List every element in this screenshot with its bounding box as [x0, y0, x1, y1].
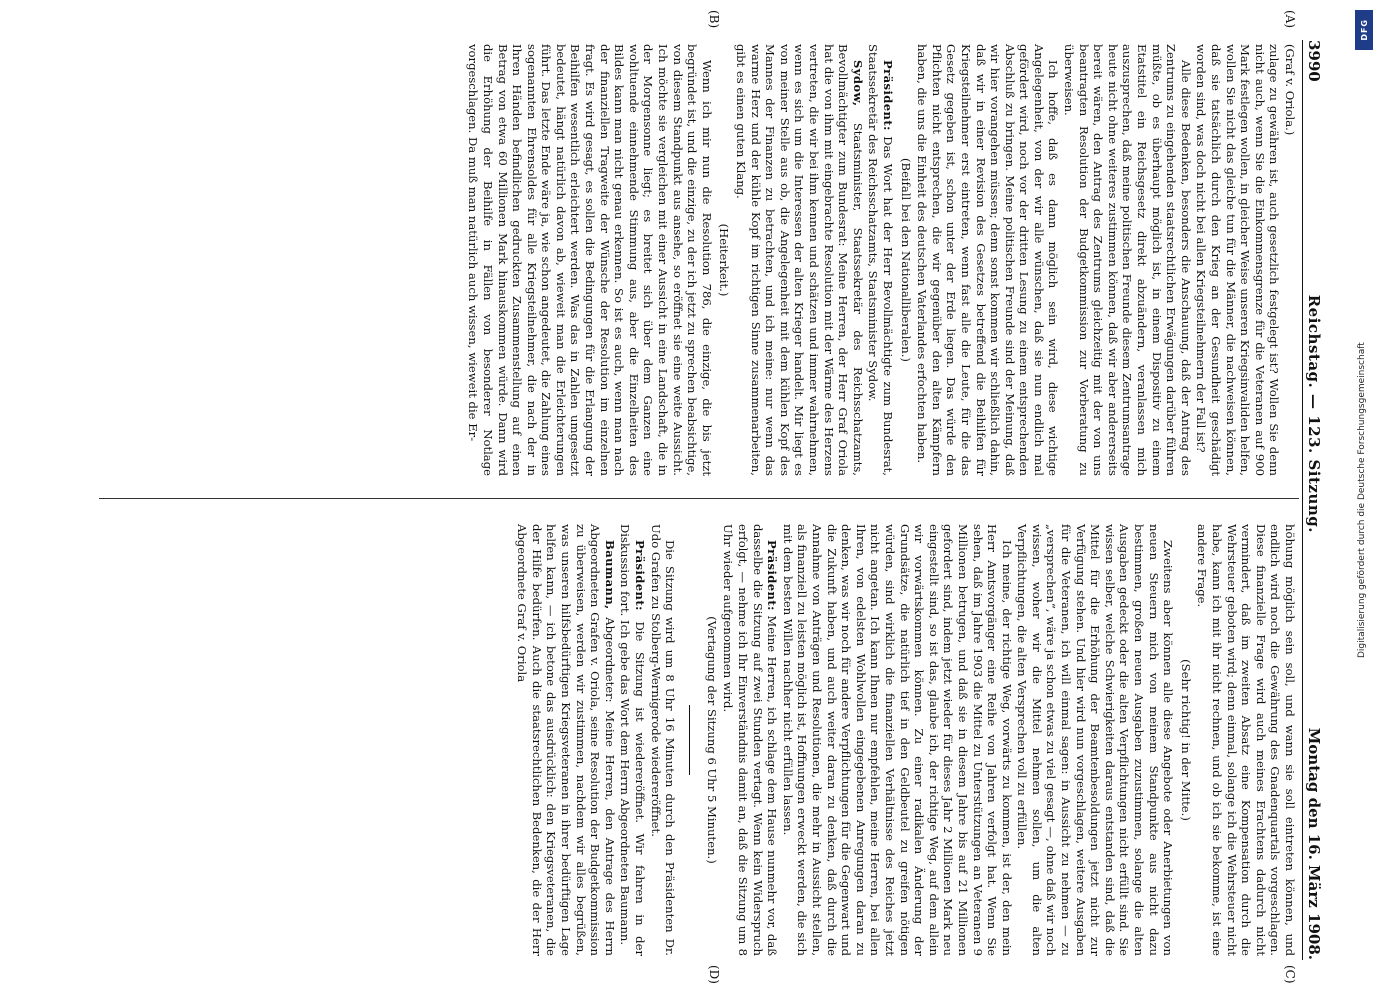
- stage-direction: (Beifall bei den Nationalliberalen.): [898, 158, 913, 362]
- speaker-name: Präsident:: [633, 540, 648, 611]
- header-rule: [1302, 40, 1303, 960]
- stage-direction: (Vertagung der Sitzung 6 Uhr 5 Minuten.): [704, 616, 719, 864]
- margin-marker-b: (B): [707, 10, 721, 29]
- paragraph: höhung möglich sein soll, und wann sie soll eintreten können, und endlich wird noch die Gewährung des Gnadenquartals vorgeschlagen. Diese finanzielle Frage wird auch meines Erachtens dadurch nicht vermindert, daß im zweiten Absatz eine Kompensation durch die Wehrsteuer geboten wird; denn einmal, solange ich die Wehrsteuer nicht habe, kann ich mit ihr nicht rechnen, und ob ich sie bekomme, ist eine andere Frage.: [1195, 524, 1297, 956]
- stage-direction: (Sehr richtig! in der Mitte.): [1178, 659, 1193, 821]
- rotated-page: [83, 0, 1383, 1000]
- stage-direction: (Heiterkeit.): [717, 223, 732, 297]
- president-paragraph: [866, 44, 895, 476]
- speaker-name: Präsident:: [880, 60, 895, 131]
- speech-text: Staatsminister, Staatssekretär des Reichsschatzamts, Bevollmächtigter zum Bundesrat: Meine Herren, der Herr Graf Oriola hat die von ihm mit eingebrachte Resolution mit der Wärme des Herzens vertreten, die wir bei ihm kennen und schätzen und immer wahrnehmen, wenn es sich um die Interessen der alten Krieger handelt. Mir liegt es von meiner Stelle aus ob, die Angelegenheit mit dem kühlen Kopf des Mannes der Finanzen zu betrachten, und ich meine: nur wenn das warme Herz und der kühle Kopf im richtigen Sinne zusammenarbeiten, gibt es einen guten Klang.: [734, 44, 865, 476]
- left-column: [465, 44, 1297, 476]
- margin-marker-d: (D): [707, 965, 721, 984]
- baumann-paragraph: [515, 524, 617, 956]
- sydow-paragraph: [733, 44, 864, 476]
- paragraph: Ich hoffe, daß es dann möglich sein wird, diese wichtige Angelegenheit, von der wir alle wünschen, daß sie nun endlich mal gefördert wird, noch vor der dritten Lesung zu einem entsprechenden Abschluß zu bringen. Meine politischen Freunde sind der Meinung, daß wir hier vorangehen müssen; denn sonst kommen wir schließlich dahin, daß wir in einer Revision des Gesetzes betreffend die Beihilfen für Kriegsteilnehmer erst eintreten, wenn fast alle die Leute, für die das Gesetz gegeben ist, schon unter der Erde liegen. Das würde den Pflichten nicht entsprechen, die wir gegenüber den alten Kämpfern haben, die uns die Einheit des deutschen Vaterlandes erfochten haben.: [915, 44, 1061, 476]
- paragraph: zulage zu gewähren ist, auch gesetzlich festgelegt ist? Wollen Sie denn nicht auch, wenn Sie die Einkommensgrenze für die Veteranen auf 900 Mark festlegen wollen, in gleicher Weise unseren Kriegsinvaliden helfen, wollen Sie nicht das gleiche tun für die Männer, die nachweisen können, daß sie tatsächlich durch den Krieg an der Gesundheit geschädigt worden sind, was doch nicht bei allen Kriegsteilnehmern der Fall ist?: [1194, 44, 1282, 476]
- section-separator: [689, 705, 690, 775]
- speaker-name: Präsident:: [765, 540, 780, 611]
- right-column: [514, 524, 1297, 956]
- session-title: Reichstag. — 123. Sitzung.: [1305, 294, 1323, 533]
- margin-marker-c: (C): [1283, 965, 1297, 984]
- paragraph: Ich meine, der richtige Weg, vorwärts zu kommen, ist der, den mein Herr Amtsvorgänger eine Reihe von Jahren verfolgt hat. Wenn Sie sehen, daß im Jahre 1903 die Mittel zu Unterstützungen an Veteranen 9 Millionen betrugen, und daß sie in diesem Jahre bis auf 21 Millionen gefordert sind, indem jetzt wieder für dieses Jahr 2 Millionen Mark neu eingestellt sind, so ist das, glaube ich, der richtige Weg, auf dem allein wir vorwärtskommen können. Zu einer radikalen Änderung der Grundsätze, die natürlich tief in den Geldbeutel zu greifen nötigen würden, sind wirklich die finanziellen Verhältnisse des Reiches jetzt nicht angetan. Ich kann Ihnen nur empfehlen, meine Herren, bei allen Ihren, von edelsten Wohlwollen eingegebenen Anregungen daran zu denken, was wir noch für andere Verpflichtungen für die Gegenwart und die Zukunft haben, und auch weiter daran zu denken, daß durch die Annahme von Anträgen und Resolutionen, die mehr in Aussicht stellen, als finanziell zu leisten möglich ist, Hoffnungen erweckt werden, die sich mit dem besten Willen nachher nicht erfüllen lassen.: [780, 524, 1014, 956]
- paragraph: Die Sitzung wird um 8 Uhr 16 Minuten durch den Präsidenten Dr. Udo Grafen zu Stolberg-Wernigerode wiedereröffnet.: [648, 524, 678, 956]
- column-rule: [99, 498, 1299, 499]
- president-paragraph: [618, 524, 647, 956]
- paragraph: Zweitens aber können alle diese Angebote oder Anerbietungen von neuen Steuern mich von meinem Standpunkte aus nicht dazu bestimmen, großen neuen Ausgaben zuzustimmen, solange die alten Ausgaben gedeckt oder die alten Verpflichtungen nicht erfüllt sind. Sie wissen selber, welche Schwierigkeiten daraus entstanden sind, daß die Mittel für die Erhöhung der Beamtenbesoldungen jetzt nicht zur Verfügung stehen. Und hier wird nun vorgeschlagen, weitere Ausgaben für die Veteranen, ich will einmal sagen: in Aussicht zu nehmen — zu „versprechen“, wäre ja schon etwas zu viel gesagt —, ohne daß wir noch wissen, woher wir die Mittel nehmen sollen, um die alten Verpflichtungen, die alten Versprechen voll zu erfüllen.: [1015, 524, 1176, 956]
- page-number: 3990: [1305, 40, 1323, 82]
- dfg-logo: [1355, 10, 1373, 50]
- digitization-note: Digitalisierung gefördert durch die Deutsche Forschungsgemeinschaft: [1357, 342, 1367, 658]
- paragraph: Alle diese Bedenken, besonders die Anschauung, daß der Antrag des Zentrums zu eingehenden staatsrechtlichen Erwägungen darüber führen müßte, ob es überhaupt möglich ist, in einem Dispositiv zu einem Etatstitel ein Reichsgesetz direkt abzuändern, veranlassen mich auszusprechen, daß meine politischen Freunde diesem Zentrumsantrage heute nicht ohne weiteres zustimmen können, daß wir aber andererseits bereit wären, den Antrag des Zentrums gleichzeitig mit der von uns beantragten Resolution der Budgetkommission zur Vorberatung zu überweisen.: [1062, 44, 1193, 476]
- speaker-name: Baumann,: [602, 540, 617, 610]
- speech-text: Abgeordneter: Meine Herren, den Antrage des Herrn Abgeordneten Grafen v. Oriola, seine Resolution der Budgetkommission zu überweisen, werden wir zustimmen, nachdem wir alles begrüßen, was unseren hilfsbedürftigen Kriegsveteranen in ihrer bedürftigen Lage helfen kann, — ich betone das ausdrücklich: den Kriegsveteranen, die der Hilfe bedürfen. Auch die staatsrechtlichen Bedenken, die der Herr Abgeordnete Graf v. Oriola: [515, 524, 617, 956]
- session-date: Montag den 16. März 1908.: [1305, 727, 1323, 960]
- speech-text: Das Wort hat der Herr Bevollmächtigte zum Bundesrat, Staatssekretär des Reichsschatzamts, Staatsminister Sydow.: [866, 44, 895, 476]
- paragraph: Wenn ich mir nun die Resolution 786, die einzige, die bis jetzt begründet ist, und die einzige, zu der ich jetzt zu sprechen beabsichtige, von diesem Standpunkt aus ansehe, so eröffnet sie eine weite Aussicht. Ich möchte sie vergleichen mit einer Aussicht in eine Landschaft, die in der Morgensonne liegt; es breitet sich über dem Ganzen eine wohltuende einnehmende Stimmung aus, aber die Einzelheiten des Bildes kann man nicht genau erkennen. So ist es auch, wenn man nach der finanziellen Tragweite der Wünsche der Resolution im einzelnen fragt. Es wird gesagt, es sollen die Bedingungen für die Erlangung der Beihilfen wesentlich erleichtert werden. Was das in Zahlen umgesetzt bedeutet, hängt natürlich davon ab, wieweit man die Erleichterungen führt. Das letzte Ende wäre ja, wie schon angedeutet, die Zahlung eines sogenannten Ehrensoldes für alle Kriegsteilnehmer, die nach der in Ihren Händen befindlichen gedruckten Zusammenstellung auf einen Betrag von etwa 60 Millionen Mark hinauskommen würde. Dann wird die Erhöhung der Beihilfe in Fällen von besonderer Notlage vorgeschlagen. Da muß man natürlich auch wissen, wieweit die Er-: [466, 44, 714, 476]
- page-header: [1305, 40, 1331, 960]
- margin-marker-a: (A): [1283, 10, 1297, 29]
- speech-text: Die Sitzung ist wiedereröffnet. Wir fahren in der Diskussion fort. Ich gebe das Wort dem Herrn Abgeordneten Baumann.: [618, 524, 648, 956]
- running-head: (Graf v. Oriola.): [1283, 44, 1297, 136]
- speaker-name: Sydow,: [850, 60, 865, 107]
- president-paragraph: [721, 524, 779, 956]
- dfg-logo-text: DFG: [1359, 19, 1369, 41]
- page-content: [91, 10, 1331, 984]
- speech-text: Meine Herren, ich schlage dem Hause nunmehr vor, daß dasselbe die Sitzung auf zwei Stunden vertagt. Wenn kein Widerspruch erfolgt, — nehme ich Ihr Einverständnis damit an, daß die Sitzung um 8 Uhr wieder aufgenommen wird.: [721, 524, 780, 957]
